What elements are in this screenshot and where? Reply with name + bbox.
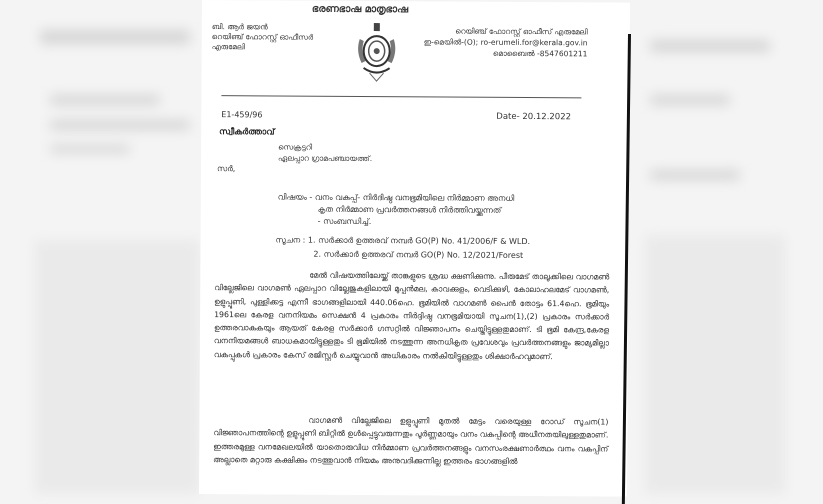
subject-block (278, 191, 515, 228)
blurred-background-left (20, 0, 200, 494)
references-block (275, 233, 530, 263)
office-phone: മൊബൈൽ -8547601211 (492, 48, 588, 59)
header-title: ഭരണഭാഷ മാതൃഭാഷ (311, 3, 409, 16)
references-label: സൂചന : (275, 235, 306, 245)
sender-block (212, 22, 314, 53)
letter-page (199, 0, 630, 497)
recipient-block (278, 141, 372, 164)
letter-date: Date- 20.12.2022 (496, 111, 572, 123)
recipient-designation: സെക്രട്ടറി (278, 142, 313, 152)
sender-designation: റെയിഞ്ച് ഫോറസ്റ്റ് ഓഫീസർ (211, 32, 314, 42)
reference-1: 1. സർക്കാർ ഉത്തരവ് നമ്പർ GO(P) No. 41/2006/F & WLD. (307, 235, 531, 247)
office-block (424, 25, 588, 59)
salutation: സർ, (216, 164, 236, 174)
blurred-background-right (640, 0, 820, 494)
subject-line-1: വിഷയം - വനം വകുപ്പ്- നിർദിഷ്ഠ വനഭൂമിയിലെ നിർമ്മാണ അനധി (277, 192, 515, 203)
recipient-office: ഏലപ്പാറ ഗ്രാമപഞ്ചായത്ത്. (278, 153, 373, 164)
subject-line-3: - സംബന്ധിച്ച്. (317, 216, 372, 227)
office-name: റെയിഞ്ച് ഫോറസ്റ്റ് ഓഫീസ് എരുമേലി (455, 26, 588, 37)
body-paragraph-2: വാഗമൺ വില്ലേജിലെ ഉളുപ്പൂണി മുതൽ മേട്ടം വരെയുള്ള റോഡ് സൂചന(1) വിജ്ഞാപനത്തിന്റെ ഉളുപ്പൂണി ബിറ്റിൽ ഉൾപ്പെട്ടുവരുന്നതും പൂർണ്ണമായും വനം വകുപ്പിന്റെ അധീനതയിലുള്ളതുമാണ്. ഇത്തരമുള്ള വനമേഖലയിൽ യാതൊരുവിധ നിർമ്മാണ പ്രവർത്തനങ്ങളും വനസംരക്ഷണാർത്ഥം വനം വകുപ്പിന് അല്ലാതെ മറ്റാരു കക്ഷിക്കും നടത്തുവാൻ നിയമം അനുവദിക്കുന്നില്ല ഇത്തരം ഭാഗങ്ങളിൽ (213, 415, 609, 466)
reference-2: 2. സർക്കാർ ഉത്തരവ് നമ്പർ GO(P) No. 12/2021/Forest (313, 249, 524, 260)
sender-name: ബി. ആർ ജയൻ (211, 22, 268, 32)
office-email: ഇ-മെയിൽ-(O); ro-erumeli.for@kerala.gov.in (423, 37, 588, 48)
reference-number: E1-459/96 (221, 110, 263, 120)
body-paragraph-1: മേൽ വിഷയത്തിലേയ്ക്ക് താങ്കളുടെ ശ്രദ്ധ ക്ഷണിക്കുന്നു. പീരുമേട് താലൂക്കിലെ വാഗമൺ വില്ലേജിലെ വാഗമൺ ഏലപ്പാറ വില്ലേജുകളിലായി മുപ്പൻമല, കാവക്കുളം, വെടിക്കുഴി, കോലാഹലമേട് വാഗമൺ, ഉളുപ്പൂണി, പുള്ളിക്കട്ട എന്നീ ഭാഗങ്ങളിലായി 440.06ഹെ. ഭൂമിയിൽ വാഗമൺ പൈൻ തോട്ടം 61.4ഹെ. ഭൂമിയും 1961ലെ കേരള വനനിയമം സെക്ഷൻ 4 പ്രകാരം നിർദ്ദിഷ്ഠ വനഭൂമിയായി സൂചന(1),(2) പ്രകാരം സർക്കാർ ഉത്തരവാകുകയും ആയത് കേരള സർക്കാർ ഗസറ്റിൽ വിജ്ഞാപനം ചെയ്തിട്ടുള്ളതുമാണ്. ടി ഭൂമി കേന്ദ്ര,കേരള വനനിയമങ്ങൾ ബാധകമായിട്ടുള്ളതും ടി ഭൂമിയിൽ നടത്തുന്ന അനധികൃത പ്രവേശവും പ്രവർത്തനങ്ങളും ജാമ്യമില്ലാ വകുപ്പുകൾ പ്രകാരം കേസ് രജിസ്റ്റർ ചെയ്യുവാൻ അധികാരം നൽകിയിട്ടുള്ളതും ശിക്ഷാർഹവുമാണ്. (213, 270, 610, 361)
recipient-label: സ്വീകർത്താവ് (219, 127, 275, 138)
header-divider (221, 95, 581, 98)
sender-place: എരുമേലി (211, 42, 245, 52)
subject-line-2: കൃത നിർമ്മാണ പ്രവർത്തനങ്ങൾ നിർത്തിവയ്ക്കുന്നത് (317, 204, 502, 215)
state-emblem-icon (351, 21, 401, 83)
